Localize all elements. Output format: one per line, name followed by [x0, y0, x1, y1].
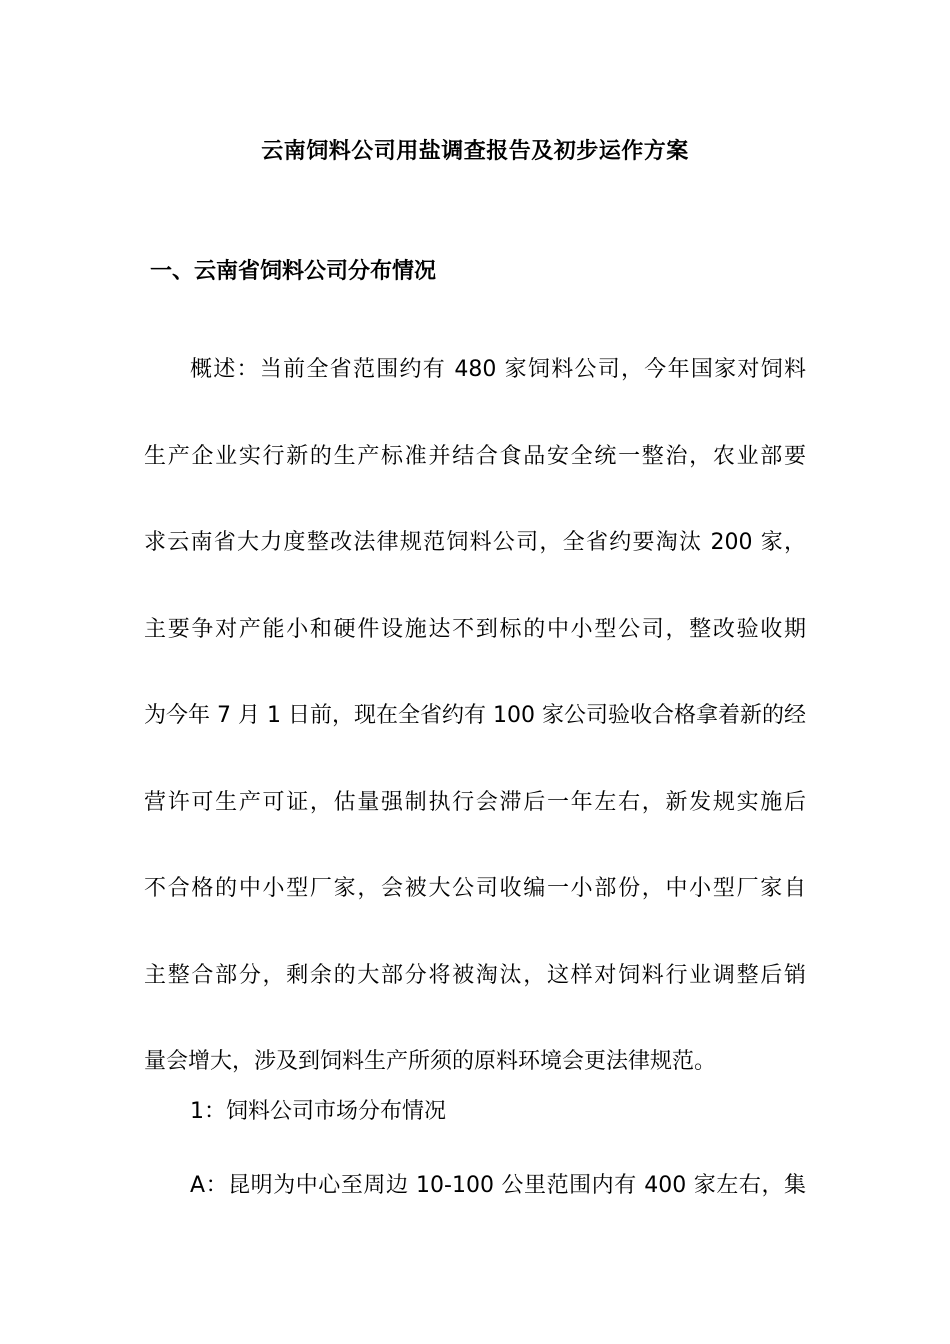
paragraph-line: 主整合部分，剩余的大部分将被淘汰，这样对饲料行业调整后销: [144, 962, 806, 988]
paragraph-line: 概述：当前全省范围约有 480 家饲料公司，今年国家对饲料: [190, 357, 806, 382]
paragraph-line: 为今年 7 月 1 日前，现在全省约有 100 家公司验收合格拿着新的经: [144, 703, 806, 728]
paragraph-line: 营许可生产可证，估量强制执行会滞后一年左右，新发规实施后: [144, 789, 806, 815]
document-title: 云南饲料公司用盐调查报告及初步运作方案: [261, 139, 689, 164]
overview-paragraph: [144, 327, 806, 1106]
paragraph-line: 生产企业实行新的生产标准并结合食品安全统一整治，农业部要: [144, 443, 806, 469]
paragraph-line: 求云南省大力度整改法律规范饲料公司，全省约要淘汰 200 家，: [144, 530, 806, 555]
paragraph-line: 主要争对产能小和硬件设施达不到标的中小型公司，整改验收期: [144, 616, 806, 642]
item-a-line: A：昆明为中心至周边 10-100 公里范围内有 400 家左右，集: [190, 1173, 806, 1198]
paragraph-line: 量会增大，涉及到饲料生产所须的原料环境会更法律规范。: [144, 1049, 717, 1074]
section-heading: 一、云南省饲料公司分布情况: [150, 259, 437, 284]
market-distribution-subheading: 1：饲料公司市场分布情况: [190, 1099, 446, 1124]
paragraph-line: 不合格的中小型厂家，会被大公司收编一小部份，中小型厂家自: [144, 876, 806, 901]
